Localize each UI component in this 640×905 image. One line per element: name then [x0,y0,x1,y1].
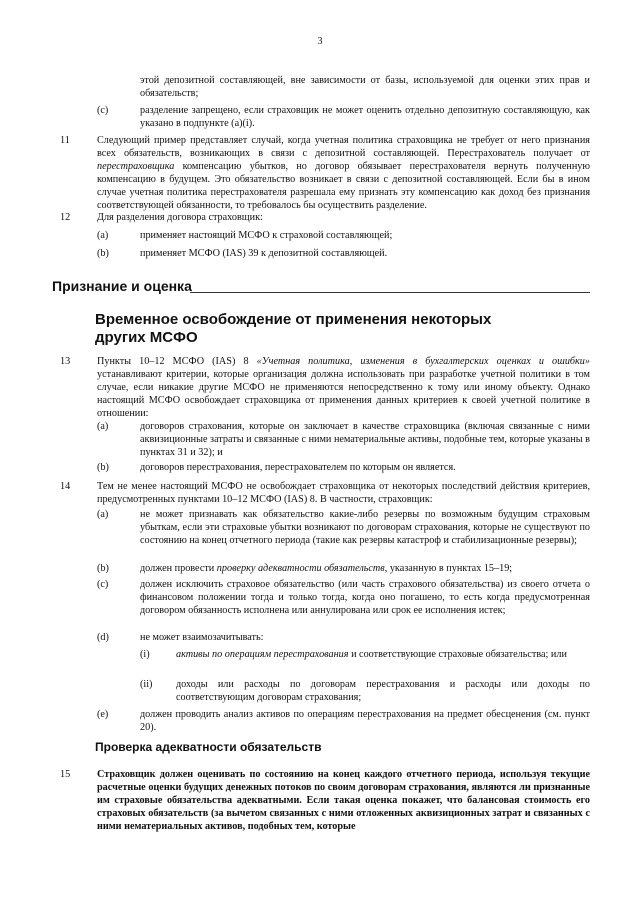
p13-text-part1: Пункты 10–12 МСФО (IAS) 8 [97,356,257,367]
p11-text [97,134,590,212]
p11-text-part2: компенсацию убытков, но договор обязывает перестрахователя вернуть полученную компенсацию в будущем. Это обязательство возникает в связи с депозитной составляющей. Если бы в ином случае учетная политика перестрахователя разрешала ему признать эту компенсацию как доход без признания соответствующей обязанности, то требовалось бы осуществить разделение. [97,161,590,211]
p10-c-text: разделение запрещено, если страховщик не может оценить отдельно депозитную составляющую, как указано в подпункте (a)(i). [140,105,590,129]
p14-d-ii-label: (ii) [140,679,153,690]
p12-a-text: применяет настоящий МСФО к страховой составляющей; [140,230,393,241]
p14-d-ii-text: доходы или расходы по договорам перестрахования и расходы или доходы по соответствующим договорам страхования; [176,679,590,703]
p13-text-italic: «Учетная политика, изменения в бухгалтерских оценках и ошибки» [256,356,590,367]
p11-number: 11 [60,135,70,146]
p10-b-continuation: этой депозитной составляющей, вне зависимости от базы, используемой для оценки этих прав и обязательств; [140,75,590,99]
p12-intro: Для разделения договора страховщик: [97,212,263,223]
p10-c-label: (c) [97,105,109,116]
subsection-heading: Временное освобождение от применения некоторых других МСФО [95,311,492,346]
p13-b-text: договоров перестрахования, перестрахователем по которым он является. [140,462,456,473]
p14-a-label: (a) [97,509,109,520]
p13-text-part2: устанавливают критерии, которые организация должна использовать при разработке учетной политики в том случае, если никакие другие МСФО не применяются непосредственно к тому или иному объекту. Однако настоящий МСФО освобождает страховщика от применения данных критериев к своей учетной политике в отношении: [97,369,590,419]
p14-d-i-label: (i) [140,649,150,660]
p13-number: 13 [60,356,71,367]
p14-d-text: не может взаимозачитывать: [140,632,264,643]
p14-b-text-part2: , указанную в пунктах 15–19; [384,563,513,574]
p12-a-label: (a) [97,230,109,241]
p14-d-i-text [176,648,590,661]
p14-d-i-text-italic: активы по операциям перестрахования [176,649,349,660]
p14-number: 14 [60,481,71,492]
p14-b-label: (b) [97,563,109,574]
p13-b-label: (b) [97,462,109,473]
p14-a-text: не может признавать как обязательство какие-либо резервы по возможным будущим страховым убыткам, если эти страховые убытки возникают по договорам страхования, которые не существуют по состоянию на конец отчетного периода (такие как резервы катастроф и стабилизационные резервы); [140,509,590,546]
p12-b-text: применяет МСФО (IAS) 39 к депозитной составляющей. [140,248,388,259]
p14-b-text [140,562,590,575]
p14-b-text-italic: проверку адекватности обязательств [216,563,385,574]
p14-b-text-part1: должен провести [140,563,217,574]
p11-text-italic: перестраховщика [97,161,175,172]
p15-number: 15 [60,769,71,780]
p12-number: 12 [60,212,71,223]
p14-c-label: (c) [97,579,109,590]
p15-text: Страховщик должен оценивать по состоянию на конец каждого отчетного периода, используя текущие расчетные оценки будущих денежных потоков по своим договорам страхования, являются ли признанные им страховые обязательства адекватными. Если такая оценка покажет, что балансовая стоимость его страховых обязательств (за вычетом связанных с ними отложенных аквизиционных затрат и связанных с ними нематериальных активов, подобных тем, которые [97,769,590,832]
section-divider [190,292,590,293]
p13-text [97,355,590,420]
p13-a-text: договоров страхования, которые он заключает в качестве страховщика (включая связанные с ними аквизиционные затраты и связанные с ними нематериальные активы, подобные тем, которые указаны в пунктах 31 и 32); и [140,421,590,458]
page-number: 3 [317,36,323,47]
p12-b-label: (b) [97,248,109,259]
section-heading: Признание и оценка [52,278,192,294]
p11-text-part1: Следующий пример представляет случай, когда учетная политика страховщика не требует от него признания всех обязательств, возникающих в связи с депозитной составляющей. Перестрахователь получает от [97,135,590,159]
minor-heading: Проверка адекватности обязательств [95,740,322,754]
p14-d-i-text-part2: и соответствующие страховые обязательства; или [348,649,567,660]
p14-c-text: должен исключить страховое обязательство (или часть страхового обязательства) из своего отчета о финансовом положении тогда и только тогда, когда оно погашено, то есть когда предусмотренная договором обязанность исполнена или аннулирована или срок ее исполнения истек; [140,579,590,616]
p14-d-label: (d) [97,632,109,643]
p14-e-label: (e) [97,709,109,720]
p14-e-text: должен проводить анализ активов по операциям перестрахования на предмет обесценения (см. пункт 20). [140,709,590,733]
p13-a-label: (a) [97,421,109,432]
p14-intro: Тем не менее настоящий МСФО не освобождает страховщика от некоторых последствий действия критериев, предусмотренных пунктами 10–12 МСФО (IAS) 8. В частности, страховщик: [97,481,590,505]
